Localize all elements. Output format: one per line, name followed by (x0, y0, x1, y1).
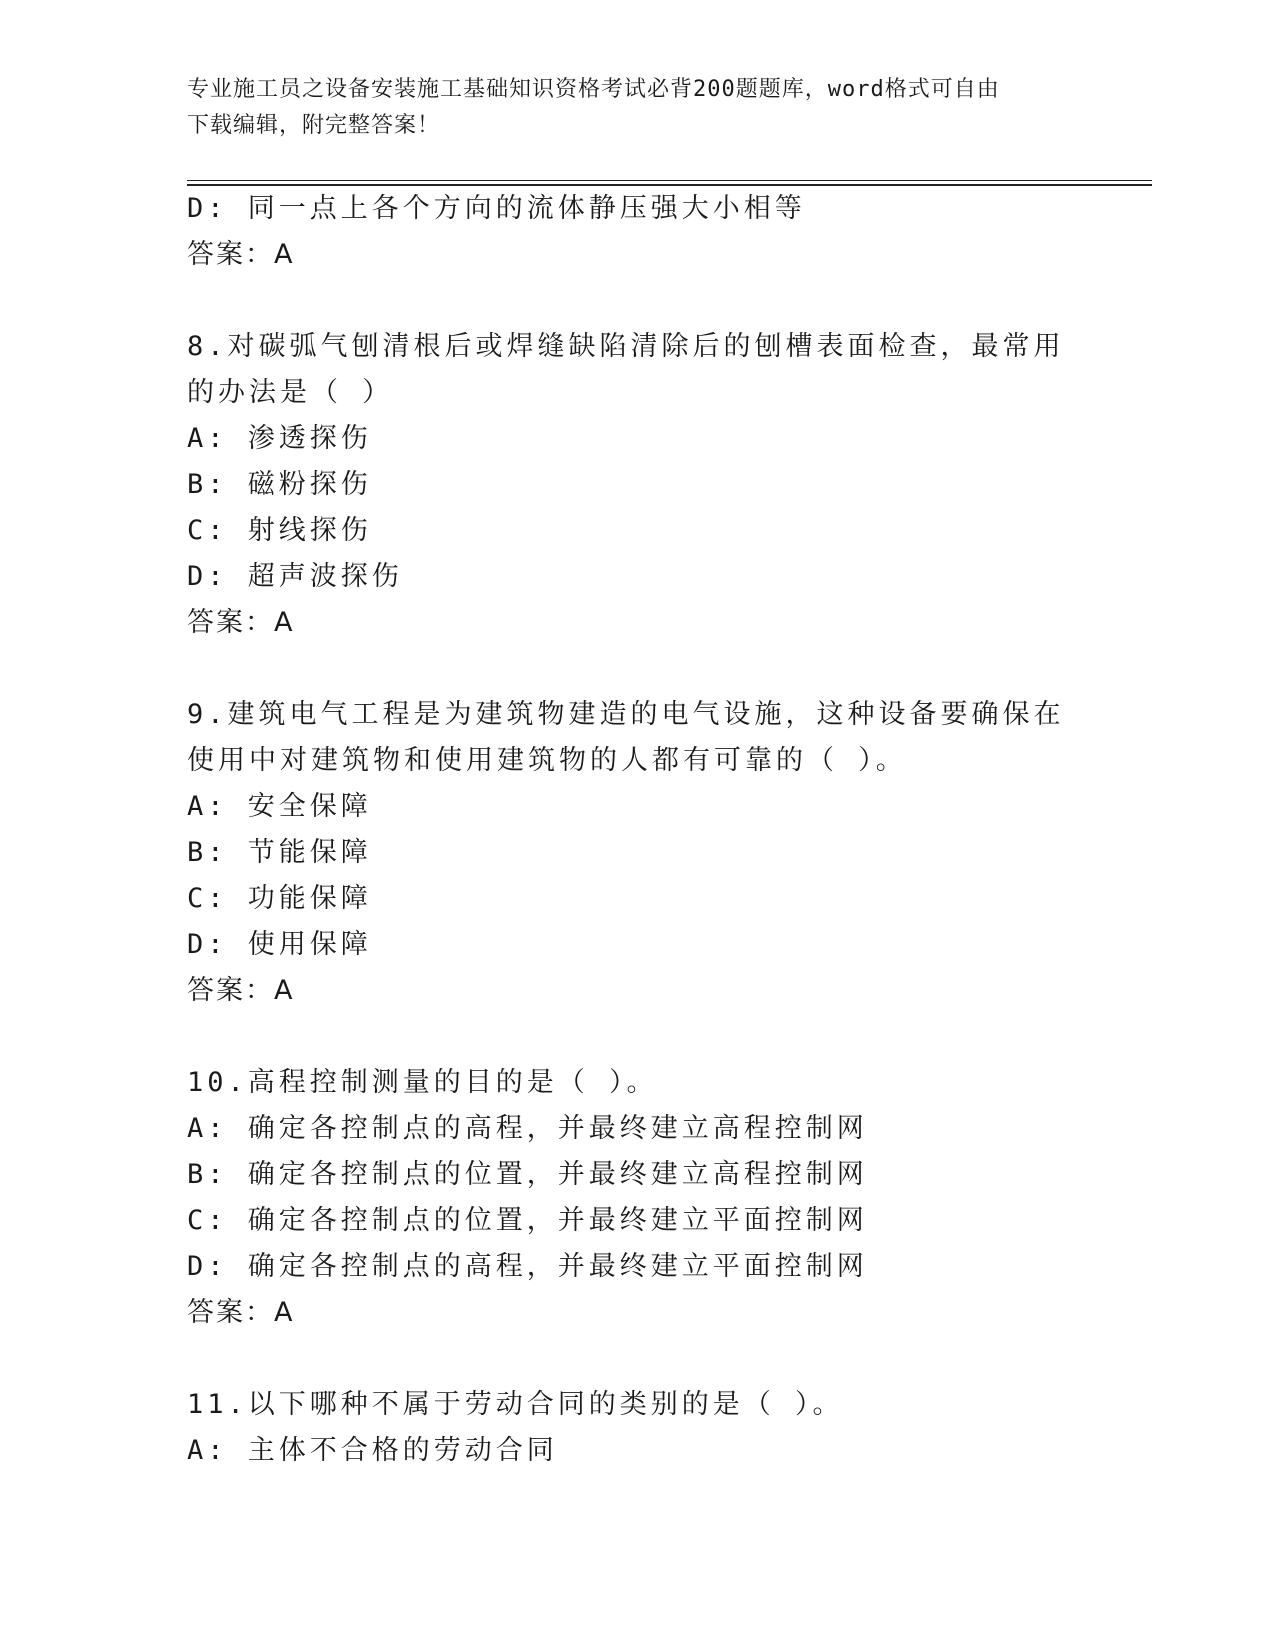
option-b: B: 磁粉探伤 (187, 469, 372, 500)
option-d: D: 使用保障 (187, 929, 372, 960)
option-b: B: 确定各控制点的位置，并最终建立高程控制网 (187, 1159, 868, 1190)
spacer (187, 646, 1087, 692)
option-a: A: 确定各控制点的高程，并最终建立高程控制网 (187, 1113, 868, 1144)
spacer (187, 1336, 1087, 1382)
option-c: C: 功能保障 (187, 883, 372, 914)
option-d: D: 确定各控制点的高程，并最终建立平面控制网 (187, 1251, 868, 1282)
question-8 (187, 324, 1087, 646)
answer-line: 答案：A (187, 1297, 295, 1328)
answer-line: 答案：A (187, 239, 295, 270)
question-11 (187, 1382, 1087, 1474)
option-d: D: 同一点上各个方向的流体静压强大小相等 (187, 193, 806, 224)
spacer (187, 278, 1087, 324)
option-a: A: 主体不合格的劳动合同 (187, 1435, 558, 1466)
question-10 (187, 1060, 1087, 1336)
question-9 (187, 692, 1087, 1014)
spacer (187, 1014, 1087, 1060)
header-divider-thin (187, 180, 1152, 181)
question-stem: 10.高程控制测量的目的是（ ）。 (187, 1067, 658, 1098)
question-stem: 8.对碳弧气刨清根后或焊缝缺陷清除后的刨槽表面检查，最常用的办法是（ ） (187, 331, 1065, 408)
option-a: A: 安全保障 (187, 791, 372, 822)
question-stem: 9.建筑电气工程是为建筑物建造的电气设施，这种设备要确保在使用中对建筑物和使用建筑物的人都有可靠的（ ）。 (187, 699, 1065, 776)
header-title-line-1: 专业施工员之设备安装施工基础知识资格考试必背200题题库，word格式可自由 (187, 77, 1000, 102)
document-header (187, 72, 1067, 144)
document-body (187, 186, 1087, 1474)
header-title-line-2: 下载编辑，附完整答案！ (187, 113, 441, 138)
option-b: B: 节能保障 (187, 837, 372, 868)
option-d: D: 超声波探伤 (187, 561, 403, 592)
option-c: C: 确定各控制点的位置，并最终建立平面控制网 (187, 1205, 868, 1236)
answer-line: 答案：A (187, 607, 295, 638)
option-a: A: 渗透探伤 (187, 423, 372, 454)
option-c: C: 射线探伤 (187, 515, 372, 546)
question-stem: 11.以下哪种不属于劳动合同的类别的是（ ）。 (187, 1389, 844, 1420)
answer-line: 答案：A (187, 975, 295, 1006)
